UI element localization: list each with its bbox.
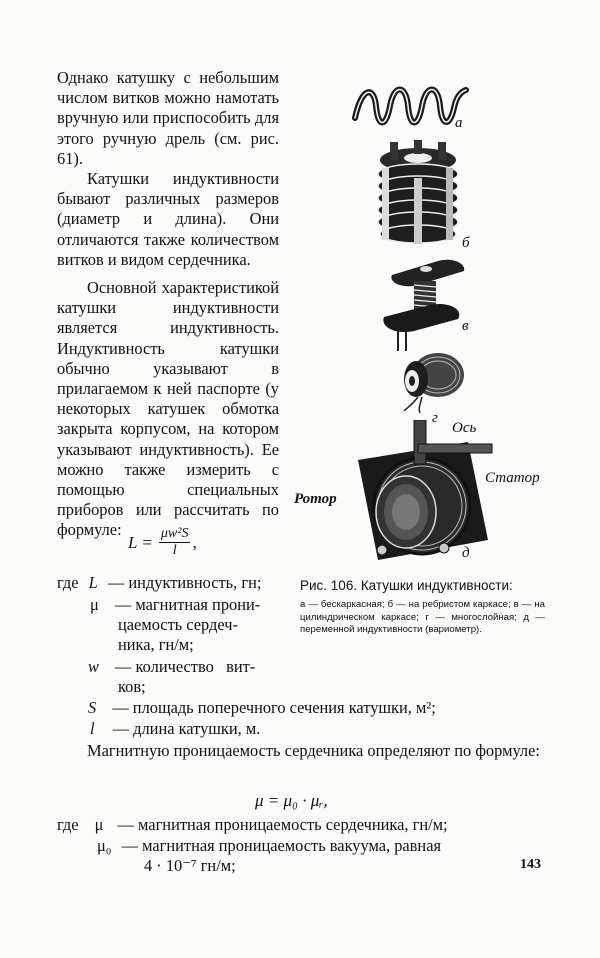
definition-w-cont: ков; <box>118 677 146 696</box>
formula-lhs: L = <box>128 532 153 552</box>
def-prefix: где <box>57 573 79 592</box>
label-a: а <box>455 115 463 131</box>
page-number: 143 <box>520 857 541 872</box>
definition2-mu <box>57 815 448 835</box>
formula-numerator: μw²S <box>160 526 189 541</box>
def-symbol: w <box>88 657 99 676</box>
figure-caption <box>300 577 545 637</box>
inductance-formula <box>128 526 197 559</box>
label-b: б <box>462 235 470 251</box>
def-text: — площадь поперечного сечения катушки, м²; <box>112 698 436 717</box>
label-stator: Статор <box>485 470 540 486</box>
permeability-formula: μ = μ₀ · μᵣ, <box>255 791 328 810</box>
definition-mu-cont1: цаемость сердеч- <box>118 615 238 634</box>
label-axis: Ось <box>452 420 477 436</box>
caption-title: Рис. 106. Катушки индуктивности: <box>300 578 513 593</box>
def-symbol: L <box>88 573 98 592</box>
def-symbol: S <box>88 698 97 717</box>
def-text: — магнитная прони- <box>114 595 261 614</box>
label-v: в <box>462 318 469 334</box>
label-rotor: Ротор <box>294 491 337 507</box>
coil-a-coreless-illustration <box>350 78 470 138</box>
coil-g-multilayer-illustration <box>398 345 470 415</box>
definition-w <box>88 657 255 677</box>
paragraph-4: Магнитную проницаемость сердечника определяют по формуле: <box>87 741 540 760</box>
def-symbol: μ₀ <box>97 836 112 855</box>
label-g: г <box>432 410 438 426</box>
formula-tail: , <box>192 532 197 552</box>
def-text: — магнитная проницаемость сердечника, гн/м; <box>117 815 448 834</box>
left-column-text <box>57 68 279 541</box>
def-symbol: l <box>90 719 95 738</box>
def-prefix: где <box>57 815 79 834</box>
definition2-mu0 <box>97 836 441 856</box>
coil-v-cylindrical-frame-illustration <box>378 255 478 355</box>
definition-L <box>57 573 261 593</box>
def-symbol: μ <box>90 595 99 614</box>
coil-d-variometer-illustration <box>348 420 498 570</box>
formula-fraction <box>159 526 191 559</box>
definition-S <box>88 698 436 718</box>
def-text: — магнитная проницаемость вакуума, равная <box>121 836 442 855</box>
def-text: — количество вит- <box>115 657 256 676</box>
definition-l <box>90 719 260 739</box>
coil-b-ribbed-frame-illustration <box>368 138 468 253</box>
definition-mu-cont2: ника, гн/м; <box>118 635 194 654</box>
def-text: — индуктивность, гн; <box>107 573 262 592</box>
def-text: — длина катушки, м. <box>112 719 261 738</box>
label-d: д <box>462 545 470 561</box>
paragraph-2: Катушки индуктивности бывают различных размеров (диаметр и длина). Они отличаются также количеством витков и видом сердечника. <box>57 169 279 269</box>
paragraph-1: Однако катушку с небольшим числом витков можно намотать вручную или приспособить для этого ручную дрель (см. рис. 61). <box>57 68 279 168</box>
definition2-mu0-cont: 4 · 10⁻⁷ гн/м; <box>144 856 236 875</box>
def-symbol: μ <box>94 815 104 834</box>
paragraph-3: Основной характеристикой катушки индуктивности является индуктивность. Индуктивность катушки обычно указывают в прилагаемом к ней паспорте (у некоторых катушек обмотка закрыта корпусом, на котором указывают индуктивность). Ее можно также измерить с помощью специальных приборов или рассчитать по формуле: <box>57 278 279 540</box>
definition-mu <box>90 595 260 615</box>
caption-text: а — бескаркасная; б — на ребристом каркасе; в — на цилиндрическом каркасе; г — многослойная; д — переменной индуктивности (вариометр). <box>300 599 545 636</box>
formula-denominator: l <box>172 543 177 558</box>
